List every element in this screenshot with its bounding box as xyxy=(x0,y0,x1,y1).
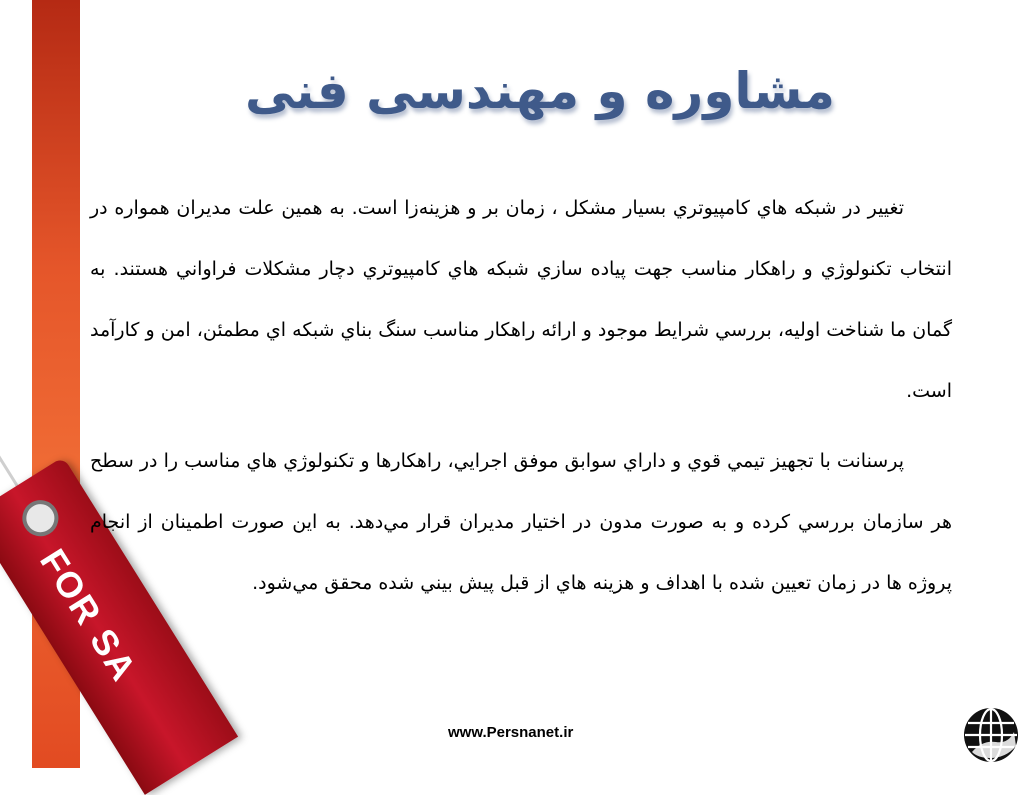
tag-hole xyxy=(16,493,66,543)
paragraph-2: پرسنانت با تجهيز تيمي قوي و داراي سوابق موفق اجرايي، راهكارها و تكنولوژي هاي مناسب را در سطح هر سازمان بررسي كرده و به صورت مدون در اختيار مديران قرار مي‌دهد. به اين صورت اطمينان از انجام پروژه ها در زمان تعيين شده با اهداف و هزينه هاي از قبل پيش بيني شده محقق مي‌شود. xyxy=(90,450,952,594)
slide-content xyxy=(90,178,952,623)
footer-url[interactable]: www.Persnanet.ir xyxy=(448,724,574,741)
slide-title: مشاوره و مهندسی فنی xyxy=(244,62,836,120)
paragraph-1: تغيير در شبكه هاي كامپيوتري بسيار مشكل ، زمان بر و هزينه‌زا است. به همين علت مديران همواره در انتخاب تكنولوژي و راهكار مناسب جهت پياده سازي شبكه هاي كامپيوتري دچار مشكلات فراواني هستند. به گمان ما شناخت اوليه، بررسي شرايط موجود و ارائه راهكار مناسب سنگ بناي شبكه اي مطمئن، امن و كارآمد است. xyxy=(90,197,952,402)
tag-label: FOR SA xyxy=(32,541,146,689)
globe-logo-icon xyxy=(962,706,1020,764)
